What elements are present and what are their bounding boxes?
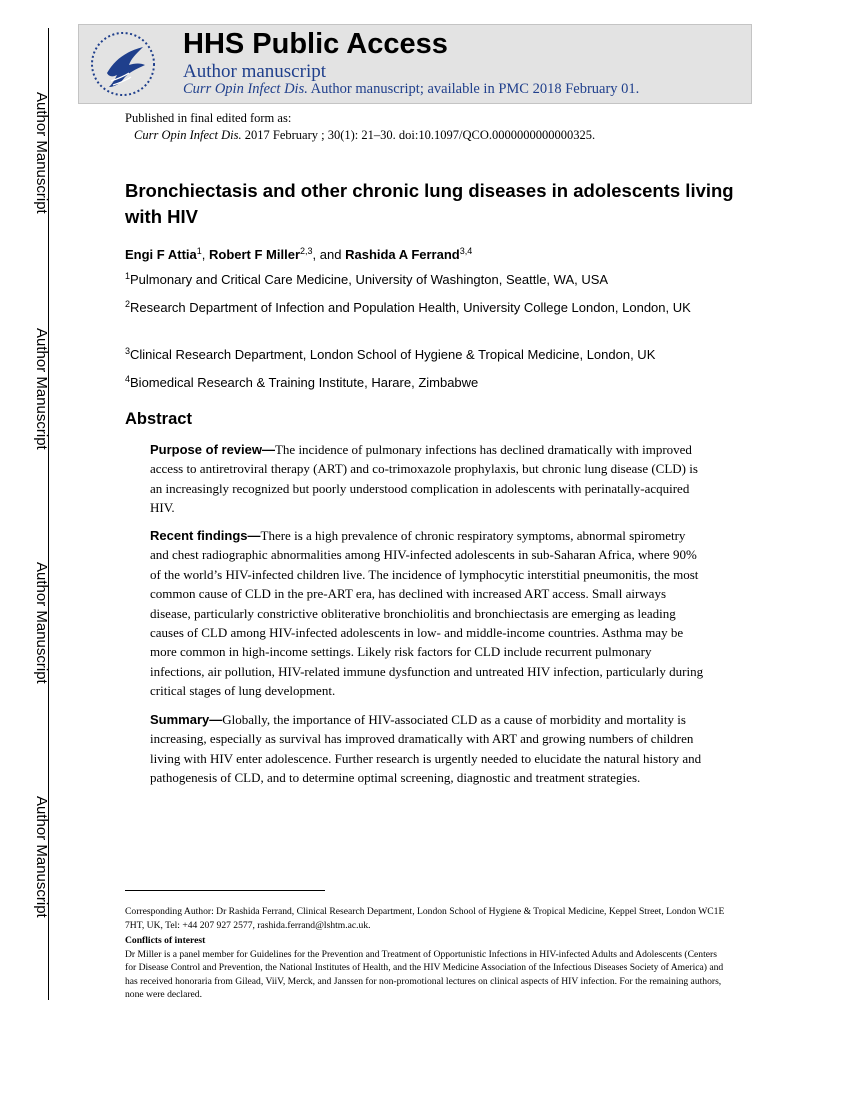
abstract-purpose <box>150 440 705 518</box>
affiliation <box>125 270 725 289</box>
section-lead: Summary— <box>150 712 223 727</box>
affiliation-number: 4 <box>125 374 131 384</box>
author-affil-ref: 1 <box>196 246 202 256</box>
hhs-header-banner <box>78 24 752 104</box>
side-label-author-manuscript: Author Manuscript <box>33 328 50 450</box>
affiliation-text: Clinical Research Department, London School of Hygiene & Tropical Medicine, London, UK <box>130 347 656 362</box>
published-citation <box>125 110 595 144</box>
published-label: Published in final edited form as: <box>125 111 292 125</box>
author-name: Engi F Attia <box>125 247 197 262</box>
author-manuscript-label: Author manuscript <box>183 61 327 82</box>
conflicts-of-interest <box>125 934 725 1002</box>
affiliation-text: Biomedical Research & Training Institute, Harare, Zimbabwe <box>130 375 479 390</box>
abstract-findings <box>150 526 705 701</box>
section-text: Globally, the importance of HIV-associated CLD as a cause of morbidity and mortality is increasing, especially as survival has improved dramatically with ART and growing numbers of children living with HIV enter adolescence. Further research is urgently needed to elucidate the natural history and pathogenesis of CLD, and to determine optimal screening, diagnostic and treatment strategies. <box>150 712 702 786</box>
affiliation <box>125 373 725 392</box>
corresponding-author-note: Corresponding Author: Dr Rashida Ferrand, Clinical Research Department, London School of Hygiene & Tropical Medicine, Keppel Street, London WC1E 7HT, UK, Tel: +44 207 927 2577, rashida.ferrand@lshtm.ac.uk. <box>125 906 725 931</box>
conflicts-text: Dr Miller is a panel member for Guidelines for the Prevention and Treatment of Opportunistic Infections in HIV-infected Adults and Adolescents (Centers for Disease Control and Prevention, the National Institutes of Health, and the HIV Medicine Association of the Infectious Diseases Society of America) and has received honoraria from Gilead, ViiV, Merck, and Janssen for non-promotional lectures on clinical aspects of HIV infection. For the remaining authors, none were declared. <box>125 948 724 1001</box>
header-availability: Author manuscript; available in PMC 2018 February 01. <box>307 81 640 97</box>
affiliation <box>125 345 725 364</box>
section-lead: Purpose of review— <box>150 442 275 457</box>
hhs-eagle-seal-icon <box>87 29 159 99</box>
author-affil-ref: 3,4 <box>459 246 473 256</box>
side-label-author-manuscript: Author Manuscript <box>33 562 50 684</box>
authors-conjunction: and <box>319 247 342 262</box>
affiliation <box>125 298 725 317</box>
footnote-divider <box>125 890 325 891</box>
affiliation-number: 1 <box>125 271 131 281</box>
author-name: Rashida A Ferrand <box>345 247 460 262</box>
abstract-summary <box>150 710 705 788</box>
author-list: Engi F Attia$^1$, Robert F Miller$^{2,3}$, and Rashida A Ferrand$^{3,4}$ <box>125 246 473 262</box>
citation-details: 2017 February ; 30(1): 21–30. doi:10.1097/QCO.0000000000000325. <box>241 128 596 142</box>
side-label-author-manuscript: Author Manuscript <box>33 92 50 214</box>
side-label-author-manuscript: Author Manuscript <box>33 796 50 918</box>
conflicts-heading: Conflicts of interest <box>125 935 206 946</box>
affiliation-number: 3 <box>125 346 131 356</box>
citation-line <box>125 127 595 144</box>
section-text: The incidence of pulmonary infections has declined dramatically with improved access to antiretroviral therapy (ART) and co-trimoxazole prophylaxis, but chronic lung disease (CLD) is an increasingly recognized but poorly understood complication in adolescents with perinatally-acquired HIV. <box>150 442 698 516</box>
citation-journal: Curr Opin Infect Dis. <box>134 128 242 142</box>
author-name: Robert F Miller <box>209 247 301 262</box>
abstract-heading: Abstract <box>125 410 192 428</box>
section-text: There is a high prevalence of chronic respiratory symptoms, abnormal spirometry and chest radiographic abnormalities among HIV-infected adolescents in sub-Saharan Africa, where 90% of the world’s HIV-infected children live. The incidence of lymphocytic interstitial pneumonitis, the most common cause of CLD in the pre-ART era, has declined with increased ART access. Small airways disease, particularly constrictive obliterative bronchiolitis and bronchiectasis are emerging as leading causes of CLD among HIV-infected adolescents in low- and middle-income countries. Asthma may be more common in high-income settings. Likely risk factors for CLD include recurrent pulmonary infections, air pollution, HIV-related immune dysfunction and untreated HIV infection, particularly during critical stages of lung development. <box>150 528 704 699</box>
author-affil-ref: 2,3 <box>300 246 313 256</box>
affiliation-text: Research Department of Infection and Population Health, University College London, London, UK <box>130 300 691 315</box>
header-journal-line <box>183 81 639 98</box>
article-title: Bronchiectasis and other chronic lung diseases in adolescents living with HIV <box>125 180 734 227</box>
hhs-public-access-title: HHS Public Access <box>183 28 448 60</box>
affiliation-number: 2 <box>125 299 131 309</box>
affiliation-text: Pulmonary and Critical Care Medicine, University of Washington, Seattle, WA, USA <box>130 272 609 287</box>
header-journal-name: Curr Opin Infect Dis. <box>183 81 308 97</box>
section-lead: Recent findings— <box>150 528 261 543</box>
